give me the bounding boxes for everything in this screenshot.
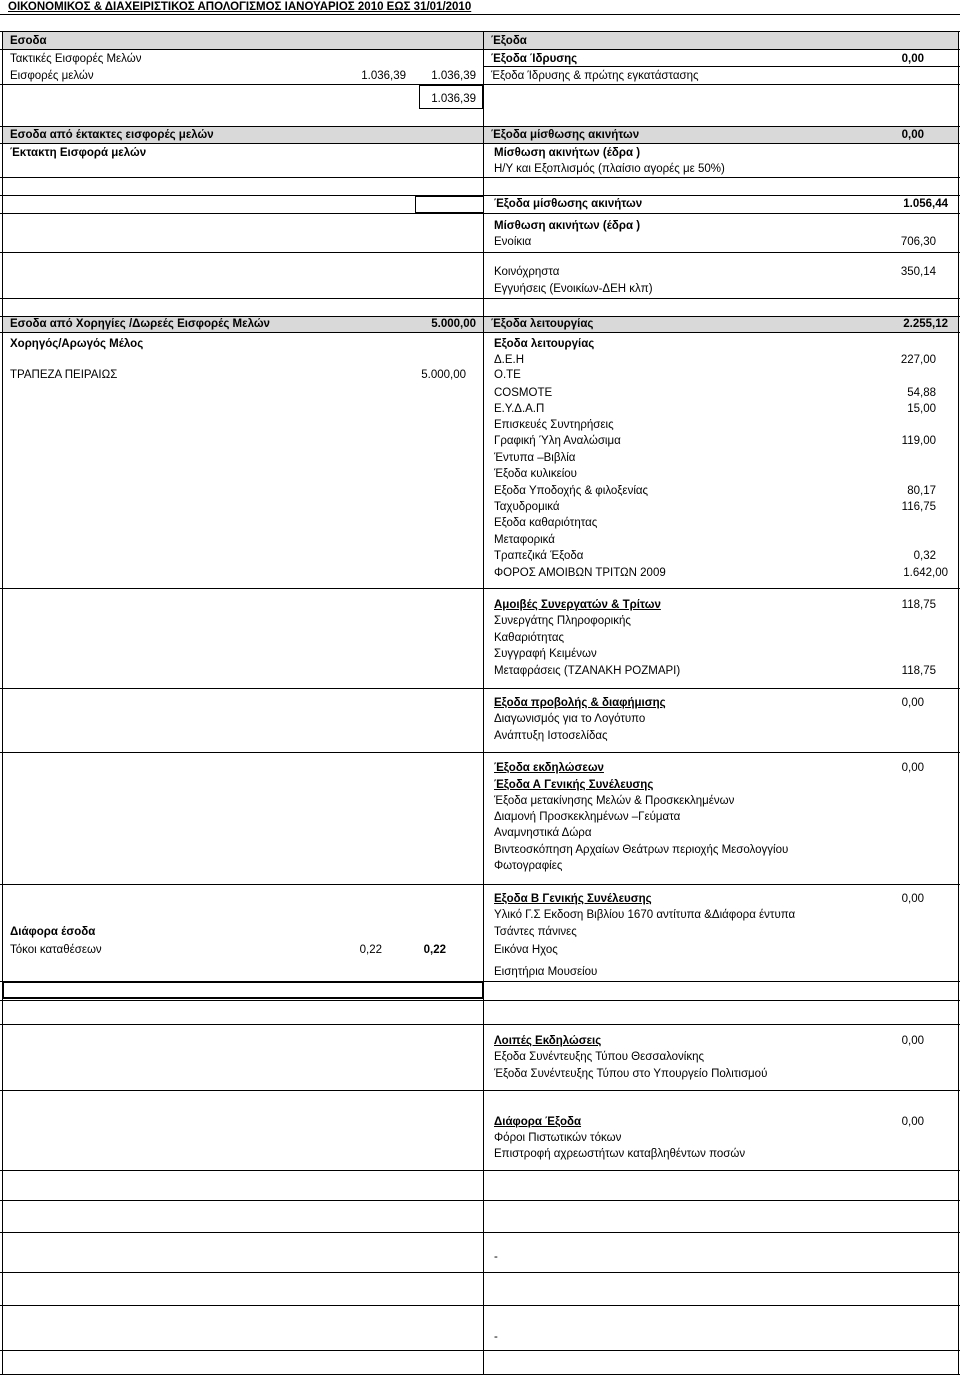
deh-value: 227,00 xyxy=(900,354,936,366)
xorigies-header: Εσοδα από Χορηγίες /Δωρεές Εισφορές Μελών xyxy=(10,318,270,330)
tokoi-value: 0,22 xyxy=(359,944,382,956)
grid-line xyxy=(0,126,960,127)
foros-value: 1.642,00 xyxy=(903,567,948,579)
subtotal-value: 1.036,39 xyxy=(431,93,476,105)
eisitiria-label: Εισητήρια Μουσείου xyxy=(494,966,598,978)
grid-line xyxy=(0,1305,960,1306)
tsantes-label: Τσάντες πάνινες xyxy=(494,926,577,938)
ypodoxis-label: Εξοδα Υποδοχής & φιλοξενίας xyxy=(494,485,649,497)
left-border xyxy=(2,31,3,1374)
misthosis2-header: Έξοδα μίσθωσης ακινήτων xyxy=(494,198,643,210)
leitourgias-value: 2.255,12 xyxy=(903,318,948,330)
misthosi2-label: Μίσθωση ακινήτων (έδρα ) xyxy=(494,220,641,232)
epistrofi-label: Επιστροφή αχρεωστήτων καταβληθέντων ποσών xyxy=(494,1148,746,1160)
synentefxi-thess-label: Εξοδα Συνέντευξης Τύπου Θεσσαλονίκης xyxy=(494,1051,705,1063)
taxydromika-value: 116,75 xyxy=(901,501,936,513)
leitourgias2-label: Εξοδα λειτουργίας xyxy=(494,338,595,350)
hy-label: Η/Υ και Εξοπλισμός (πλαίσιο αγορές με 50%) xyxy=(494,163,725,175)
grid-line xyxy=(0,1170,960,1171)
amoives-value: 118,75 xyxy=(901,599,936,611)
dash-2: - xyxy=(494,1331,498,1343)
eisfores-melon-label: Εισφορές μελών xyxy=(10,70,94,82)
center-divider xyxy=(483,31,484,1374)
genikis-b-value: 0,00 xyxy=(901,893,924,905)
diafora-exoda-header: Διάφορα Έξοδα xyxy=(494,1116,582,1128)
enoikia-label: Ενοίκια xyxy=(494,236,532,248)
eydap-label: Ε.Υ.Δ.Α.Π xyxy=(494,403,545,415)
grid-line xyxy=(483,66,960,67)
kathariotitas-label: Εξοδα καθαριότητας xyxy=(494,517,598,529)
misthosi1-label: Μίσθωση ακινήτων (έδρα ) xyxy=(494,147,641,159)
genikis-b-header: Εξοδα Β Γενικής Συνέλευσης xyxy=(494,893,652,905)
grid-line xyxy=(0,177,960,178)
diafora-exoda-value: 0,00 xyxy=(901,1116,924,1128)
trapezika-value: 0,32 xyxy=(913,550,936,562)
trapezika-label: Τραπεζικά Έξοδα xyxy=(494,550,584,562)
eggyiseis-label: Εγγυήσεις (Ενοικίων-ΔΕΗ κλπ) xyxy=(494,283,653,295)
ekdiloseon-value: 0,00 xyxy=(901,762,924,774)
syggrafi-label: Συγγραφή Κειμένων xyxy=(494,648,597,660)
ektaktes-header: Εσοδα από έκτακτες εισφορές μελών xyxy=(10,129,214,141)
grid-line xyxy=(0,1232,960,1233)
enoikia-value: 706,30 xyxy=(900,236,936,248)
grid-line xyxy=(0,1000,960,1001)
yliko-label: Υλικό Γ.Σ Εκδοση Βιβλίου 1670 αντίτυπα &Διάφορα έντυπα xyxy=(494,909,796,921)
anaptyxi-label: Ανάπτυξη Ιστοσελίδας xyxy=(494,730,608,742)
dash-1: - xyxy=(494,1251,498,1263)
grid-line xyxy=(0,298,960,299)
grafiki-value: 119,00 xyxy=(901,435,936,447)
diafora-esoda-label: Διάφορα έσοδα xyxy=(10,926,96,938)
taxydromika-label: Ταχυδρομικά xyxy=(494,501,560,513)
page-title: ΟΙΚΟΝΟΜΙΚΟΣ & ΔΙΑΧΕΙΡΙΣΤΙΚΟΣ ΑΠΟΛΟΓΙΣΜΟΣ ΙΑΝΟΥΑΡΙΟΣ 2010 ΕΩΣ 31/01/2010 xyxy=(8,1,472,13)
koinoxrista-label: Κοινόχρηστα xyxy=(494,266,560,278)
exoda-header: Έξοδα xyxy=(491,35,527,47)
synentefxi-ypourg-label: Έξοδα Συνέντευξης Τύπου στο Υπουργείο Πολιτισμού xyxy=(494,1068,768,1080)
koinoxrista-value: 350,14 xyxy=(900,266,936,278)
misthosis1-header: Έξοδα μίσθωσης ακινήτων xyxy=(491,129,640,141)
diamoni-label: Διαμονή Προσκεκλημένων –Γεύματα xyxy=(494,811,681,823)
right-border xyxy=(958,31,959,1374)
metaforika-label: Μεταφορικά xyxy=(494,534,555,546)
taktikes-label: Τακτικές Εισφορές Μελών xyxy=(10,53,142,65)
entypa-label: Έντυπα –Βιβλία xyxy=(494,452,576,464)
foroi-label: Φόροι Πιστωτικών τόκων xyxy=(494,1132,622,1144)
empty-cell xyxy=(415,196,484,213)
header-bar-esoda xyxy=(2,32,483,49)
deh-label: Δ.Ε.Η xyxy=(494,354,525,366)
selected-cell xyxy=(2,981,484,999)
grid-line xyxy=(0,1350,960,1351)
grid-line xyxy=(0,588,960,589)
cosmote-label: COSMOTE xyxy=(494,387,553,399)
esoda-header: Εσοδα xyxy=(10,35,47,47)
ektakti-label: Έκτακτη Εισφορά μελών xyxy=(10,147,147,159)
misthosis2-value: 1.056,44 xyxy=(903,198,948,210)
grid-line xyxy=(0,1272,960,1273)
eikona-label: Εικόνα Ηχος xyxy=(494,944,558,956)
amoives-header: Αμοιβές Συνεργατών & Τρίτων xyxy=(494,599,661,611)
grid-line xyxy=(0,49,960,50)
xorigos-label: Χορηγός/Αρωγός Μέλος xyxy=(10,338,144,350)
binteo-label: Βιντεοσκόπηση Αρχαίων Θεάτρων περιοχής Μεσολογγίου xyxy=(494,844,789,856)
title-underline xyxy=(0,14,960,15)
grid-line xyxy=(0,1090,960,1091)
grafiki-label: Γραφική Ύλη Αναλώσιμα xyxy=(494,435,621,447)
grid-line xyxy=(0,31,960,32)
provolis-header: Εξοδα προβολής & διαφήμισης xyxy=(494,697,666,709)
metafraseis-label: Μεταφράσεις (ΤΖΑΝΑΚΗ ΡΟΖΜΑΡΙ) xyxy=(494,665,681,677)
metafraseis-value: 118,75 xyxy=(901,665,936,677)
anamnistika-label: Αναμνηστικά Δώρα xyxy=(494,827,592,839)
idrysis-value: 0,00 xyxy=(901,53,924,65)
trapeza-label: ΤΡΑΠΕΖΑ ΠΕΙΡΑΙΩΣ xyxy=(10,369,118,381)
grid-line xyxy=(0,143,960,144)
grid-line xyxy=(0,1374,960,1375)
leitourgias-header: Έξοδα λειτουργίας xyxy=(491,318,594,330)
grid-line xyxy=(0,884,960,885)
provolis-value: 0,00 xyxy=(901,697,924,709)
synergatis-label: Συνεργάτης Πληροφορικής xyxy=(494,615,631,627)
eisfores-total-value: 1.036,39 xyxy=(431,70,476,82)
idrysis-label: Έξοδα Ίδρυσης xyxy=(491,53,578,65)
kylikeiou-label: Έξοδα κυλικείου xyxy=(494,468,577,480)
loipes-value: 0,00 xyxy=(901,1035,924,1047)
ote-label: Ο.ΤΕ xyxy=(494,369,521,381)
header-bar-exoda xyxy=(483,32,958,49)
kathariotitas2-label: Καθαριότητας xyxy=(494,632,565,644)
grid-line xyxy=(0,332,960,333)
xorigies-value: 5.000,00 xyxy=(431,318,476,330)
grid-line xyxy=(0,213,960,214)
episkeves-label: Επισκευές Συντηρήσεις xyxy=(494,419,614,431)
loipes-header: Λοιπές Εκδηλώσεις xyxy=(494,1035,602,1047)
ypodoxis-value: 80,17 xyxy=(907,485,936,497)
tokoi-label: Τόκοι καταθέσεων xyxy=(10,944,102,956)
genikis-a-header: Έξοδα Α Γενικής Συνέλευσης xyxy=(494,779,654,791)
grid-line xyxy=(0,752,960,753)
tokoi-total-value: 0,22 xyxy=(423,944,446,956)
metakinisis-label: Έξοδα μετακίνησης Μελών & Προσκεκλημένων xyxy=(494,795,735,807)
eisfores-melon-value: 1.036,39 xyxy=(361,70,406,82)
foros-label: ΦΟΡΟΣ ΑΜΟΙΒΩΝ ΤΡΙΤΩΝ 2009 xyxy=(494,567,666,579)
diagonismos-label: Διαγωνισμός για το Λογότυπο xyxy=(494,713,646,725)
grid-line xyxy=(0,252,960,253)
eydap-value: 15,00 xyxy=(907,403,936,415)
grid-line xyxy=(0,1024,960,1025)
idrysis-protis-label: Έξοδα Ίδρυσης & πρώτης εγκατάστασης xyxy=(491,70,699,82)
grid-line xyxy=(0,1200,960,1201)
trapeza-value: 5.000,00 xyxy=(421,369,466,381)
misthosis1-value: 0,00 xyxy=(901,129,924,141)
grid-line xyxy=(0,688,960,689)
ekdiloseon-header: Έξοδα εκδηλώσεων xyxy=(494,762,604,774)
cosmote-value: 54,88 xyxy=(907,387,936,399)
fotografies-label: Φωτογραφίες xyxy=(494,860,563,872)
